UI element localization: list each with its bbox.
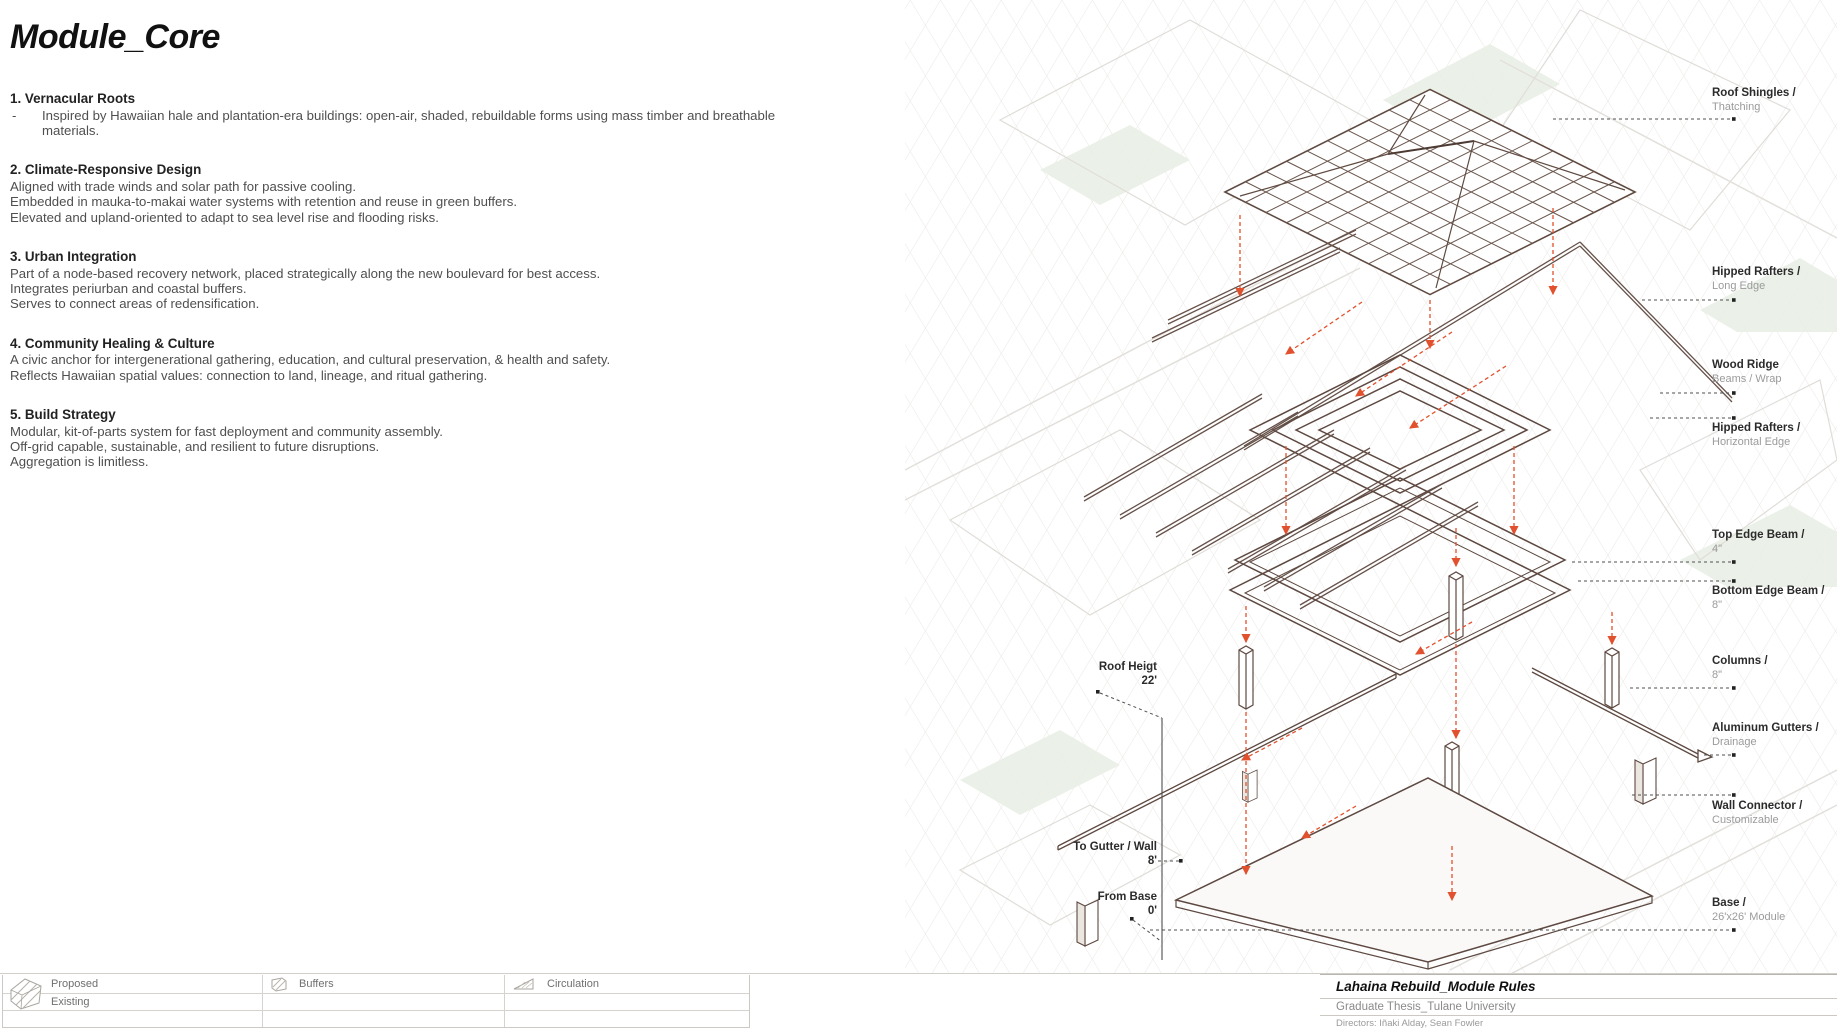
label-top-edge-beam: Top Edge Beam / 4" (1712, 529, 1805, 555)
legend-cell-buffers (263, 975, 505, 994)
buffers-swatch-icon (271, 977, 287, 992)
bottom-bar (0, 973, 1837, 1029)
proposed-existing-swatch-icon (8, 977, 44, 1011)
section-heading: 1. Vernacular Roots (10, 91, 136, 106)
titleblock-title: Lahaina Rebuild_Module Rules (1320, 975, 1837, 999)
legend-table (2, 975, 750, 1028)
bullet-dash: - (12, 107, 17, 123)
titleblock-directors: Directors: Iñaki Alday, Sean Fowler (1336, 1017, 1484, 1029)
legend-label: Proposed (51, 978, 99, 990)
section-line: Aggregation is limitless. (10, 454, 149, 470)
section-vernacular-roots (10, 91, 844, 138)
label-roof-shingles: Roof Shingles / Thatching (1712, 87, 1796, 113)
label-columns: Columns / 8" (1712, 655, 1768, 681)
legend-cell-circulation (505, 975, 749, 994)
dim-roof-height: Roof Heigt 22' (1098, 661, 1157, 687)
section-community-healing (10, 336, 844, 383)
sections (10, 91, 844, 470)
section-line: Aligned with trade winds and solar path for passive cooling. (10, 178, 357, 194)
section-line: Inspired by Hawaiian hale and plantation-era buildings: open-air, shaded, rebuildable forms using mass timber and breathable (42, 107, 776, 123)
titleblock (1320, 974, 1837, 1030)
section-build-strategy (10, 407, 844, 470)
legend-label: Circulation (547, 978, 599, 990)
section-heading: 2. Climate-Responsive Design (10, 162, 202, 178)
section-line: Part of a node-based recovery network, placed strategically along the new boulevard for best access. (10, 265, 601, 281)
section-heading: 4. Community Healing & Culture (10, 335, 215, 351)
label-hipped-rafters-long: Hipped Rafters / Long Edge (1712, 266, 1801, 292)
section-heading: 3. Urban Integration (10, 249, 137, 265)
section-line: A civic anchor for intergenerational gathering, education, and cultural preservation, & health and safety. (10, 352, 611, 368)
section-climate-responsive (10, 162, 844, 225)
section-urban-integration (10, 249, 844, 312)
label-hipped-rafters-horizontal: Hipped Rafters / Horizontal Edge (1712, 422, 1801, 448)
section-line: materials. (42, 122, 100, 138)
label-aluminum-gutters: Aluminum Gutters / Drainage (1712, 722, 1819, 748)
section-line: Serves to connect areas of redensification. (10, 296, 260, 312)
legend-cell-empty (505, 994, 749, 1011)
section-line: Off-grid capable, sustainable, and resilient to future disruptions. (10, 438, 380, 454)
legend-label: Buffers (299, 978, 334, 990)
label-base: Base / 26'x26' Module (1712, 897, 1786, 923)
section-line: Embedded in mauka-to-makai water systems with retention and reuse in green buffers. (10, 194, 517, 210)
section-line: Integrates periurban and coastal buffers. (10, 280, 247, 296)
page-title: Module_Core (10, 18, 220, 56)
dim-from-base: From Base 0' (1097, 891, 1157, 917)
titleblock-subtitle: Graduate Thesis_Tulane University (1320, 999, 1837, 1016)
section-line: Reflects Hawaiian spatial values: connection to land, lineage, and ritual gathering. (10, 367, 488, 383)
text-column (10, 14, 844, 494)
bullet-item (10, 108, 844, 139)
legend-label: Existing (51, 996, 90, 1008)
label-wall-connector: Wall Connector / Customizable (1712, 800, 1803, 826)
section-line: Elevated and upland-oriented to adapt to sea level rise and flooding risks. (10, 209, 439, 225)
label-wood-ridge: Wood Ridge Beams / Wrap (1712, 359, 1782, 385)
legend-cell-empty (263, 994, 505, 1011)
legend-cell-empty (505, 1011, 749, 1027)
legend-cell-empty (3, 1011, 263, 1027)
dim-to-gutter-wall: To Gutter / Wall 8' (1073, 841, 1157, 867)
section-line: Modular, kit-of-parts system for fast deployment and community assembly. (10, 423, 443, 439)
legend-cell-empty (263, 1011, 505, 1027)
circulation-swatch-icon (513, 977, 535, 991)
section-heading: 5. Build Strategy (10, 407, 116, 423)
label-bottom-edge-beam: Bottom Edge Beam / 8" (1712, 585, 1825, 611)
